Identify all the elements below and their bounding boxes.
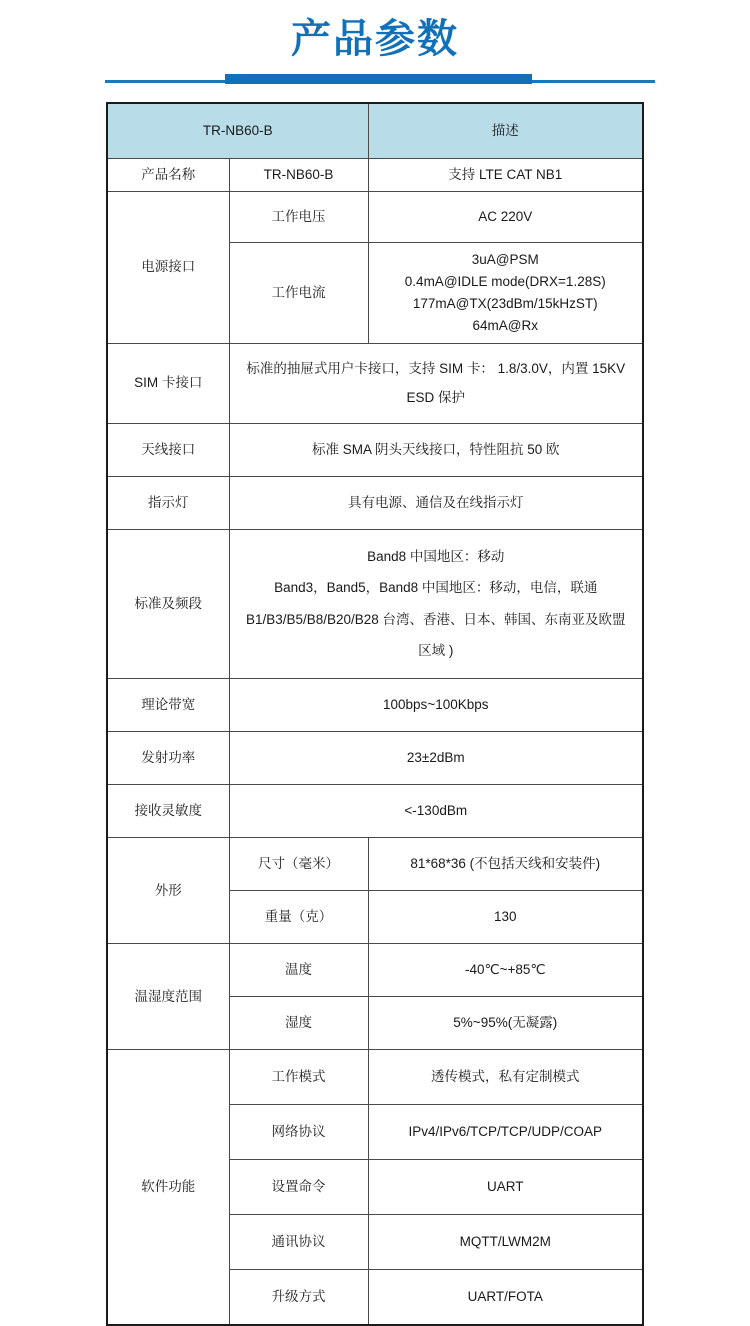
band-line: Band8 中国地区：移动 (367, 549, 505, 565)
row-label-appearance: 外形 (107, 838, 229, 944)
cell-software-item-name: 设置命令 (229, 1160, 368, 1215)
cell-weight-value: 130 (368, 891, 643, 944)
title-block (0, 0, 750, 64)
cell-software-item-value: UART/FOTA (368, 1270, 643, 1326)
cell-indicator-value: 具有电源、通信及在线指示灯 (229, 477, 643, 530)
row-label-rx-sensitivity: 接收灵敏度 (107, 785, 229, 838)
row-label-indicator: 指示灯 (107, 477, 229, 530)
band-line: Band3，Band5，Band8 中国地区：移动，电信，联通 (274, 580, 598, 596)
current-line: 3uA@PSM (471, 252, 539, 268)
row-label-power-interface: 电源接口 (107, 192, 229, 343)
cell-software-item-value: 透传模式，私有定制模式 (368, 1050, 643, 1105)
table-row-working-voltage (107, 192, 643, 243)
row-label-sim-interface: SIM 卡接口 (107, 343, 229, 424)
cell-weight-label: 重量（克） (229, 891, 368, 944)
cell-rx-sensitivity-value: <-130dBm (229, 785, 643, 838)
divider-thick-bar (225, 74, 532, 84)
cell-sim-interface-value (229, 343, 643, 424)
cell-size-label: 尺寸（毫米） (229, 838, 368, 891)
cell-humidity-value: 5%~95%(无凝露) (368, 997, 643, 1050)
row-label-standard-band: 标准及频段 (107, 530, 229, 679)
cell-software-item-name: 网络协议 (229, 1105, 368, 1160)
cell-standard-band-value (229, 530, 643, 679)
spec-table (106, 102, 644, 1326)
table-row-standard-band (107, 530, 643, 679)
cell-voltage-value: AC 220V (368, 192, 643, 243)
table-row-indicator (107, 477, 643, 530)
sim-line: ESD 保护 (406, 389, 466, 405)
header-cell-description: 描述 (368, 103, 643, 159)
row-label-antenna-interface: 天线接口 (107, 424, 229, 477)
row-label-software: 软件功能 (107, 1050, 229, 1326)
table-row-sim-interface (107, 343, 643, 424)
page-title: 产品参数 (291, 17, 459, 61)
table-header-row (107, 103, 643, 159)
cell-antenna-interface-value: 标准 SMA 阴头天线接口，特性阻抗 50 欧 (229, 424, 643, 477)
cell-size-value: 81*68*36 (不包括天线和安装件) (368, 838, 643, 891)
cell-product-model: TR-NB60-B (229, 159, 368, 192)
row-label-product-name: 产品名称 (107, 159, 229, 192)
cell-bandwidth-value: 100bps~100Kbps (229, 679, 643, 732)
row-label-temp-humidity: 温湿度范围 (107, 944, 229, 1050)
cell-current-label: 工作电流 (229, 243, 368, 343)
table-row-bandwidth (107, 679, 643, 732)
table-row-temperature (107, 944, 643, 997)
cell-software-item-value: UART (368, 1160, 643, 1215)
table-row-software-work-mode (107, 1050, 643, 1105)
table-row-size (107, 838, 643, 891)
cell-software-item-value: IPv4/IPv6/TCP/TCP/UDP/COAP (368, 1105, 643, 1160)
spec-table-wrap (106, 102, 642, 1326)
cell-software-item-name: 工作模式 (229, 1050, 368, 1105)
table-row-product-name (107, 159, 643, 192)
table-row-rx-sensitivity (107, 785, 643, 838)
cell-voltage-label: 工作电压 (229, 192, 368, 243)
cell-product-desc: 支持 LTE CAT NB1 (368, 159, 643, 192)
band-line: 区域 ) (418, 642, 454, 658)
current-line: 0.4mA@IDLE mode(DRX=1.28S) (404, 274, 606, 290)
row-label-tx-power: 发射功率 (107, 732, 229, 785)
table-row-antenna-interface (107, 424, 643, 477)
table-row-tx-power (107, 732, 643, 785)
cell-software-item-name: 升级方式 (229, 1270, 368, 1326)
cell-software-item-value: MQTT/LWM2M (368, 1215, 643, 1270)
sim-line: 标准的抽屉式用户卡接口，支持 SIM 卡： 1.8/3.0V，内置 15KV (246, 360, 626, 376)
cell-temperature-value: -40℃~+85℃ (368, 944, 643, 997)
title-divider (0, 70, 750, 88)
current-line: 177mA@TX(23dBm/15kHzST) (412, 295, 598, 311)
header-cell-model: TR-NB60-B (107, 103, 368, 159)
cell-current-values (368, 243, 643, 343)
cell-tx-power-value: 23±2dBm (229, 732, 643, 785)
cell-software-item-name: 通讯协议 (229, 1215, 368, 1270)
row-label-bandwidth: 理论带宽 (107, 679, 229, 732)
cell-humidity-label: 湿度 (229, 997, 368, 1050)
current-line: 64mA@Rx (472, 317, 538, 333)
band-line: B1/B3/B5/B8/B20/B28 台湾、香港、日本、韩国、东南亚及欧盟 (245, 611, 626, 627)
cell-temperature-label: 温度 (229, 944, 368, 997)
